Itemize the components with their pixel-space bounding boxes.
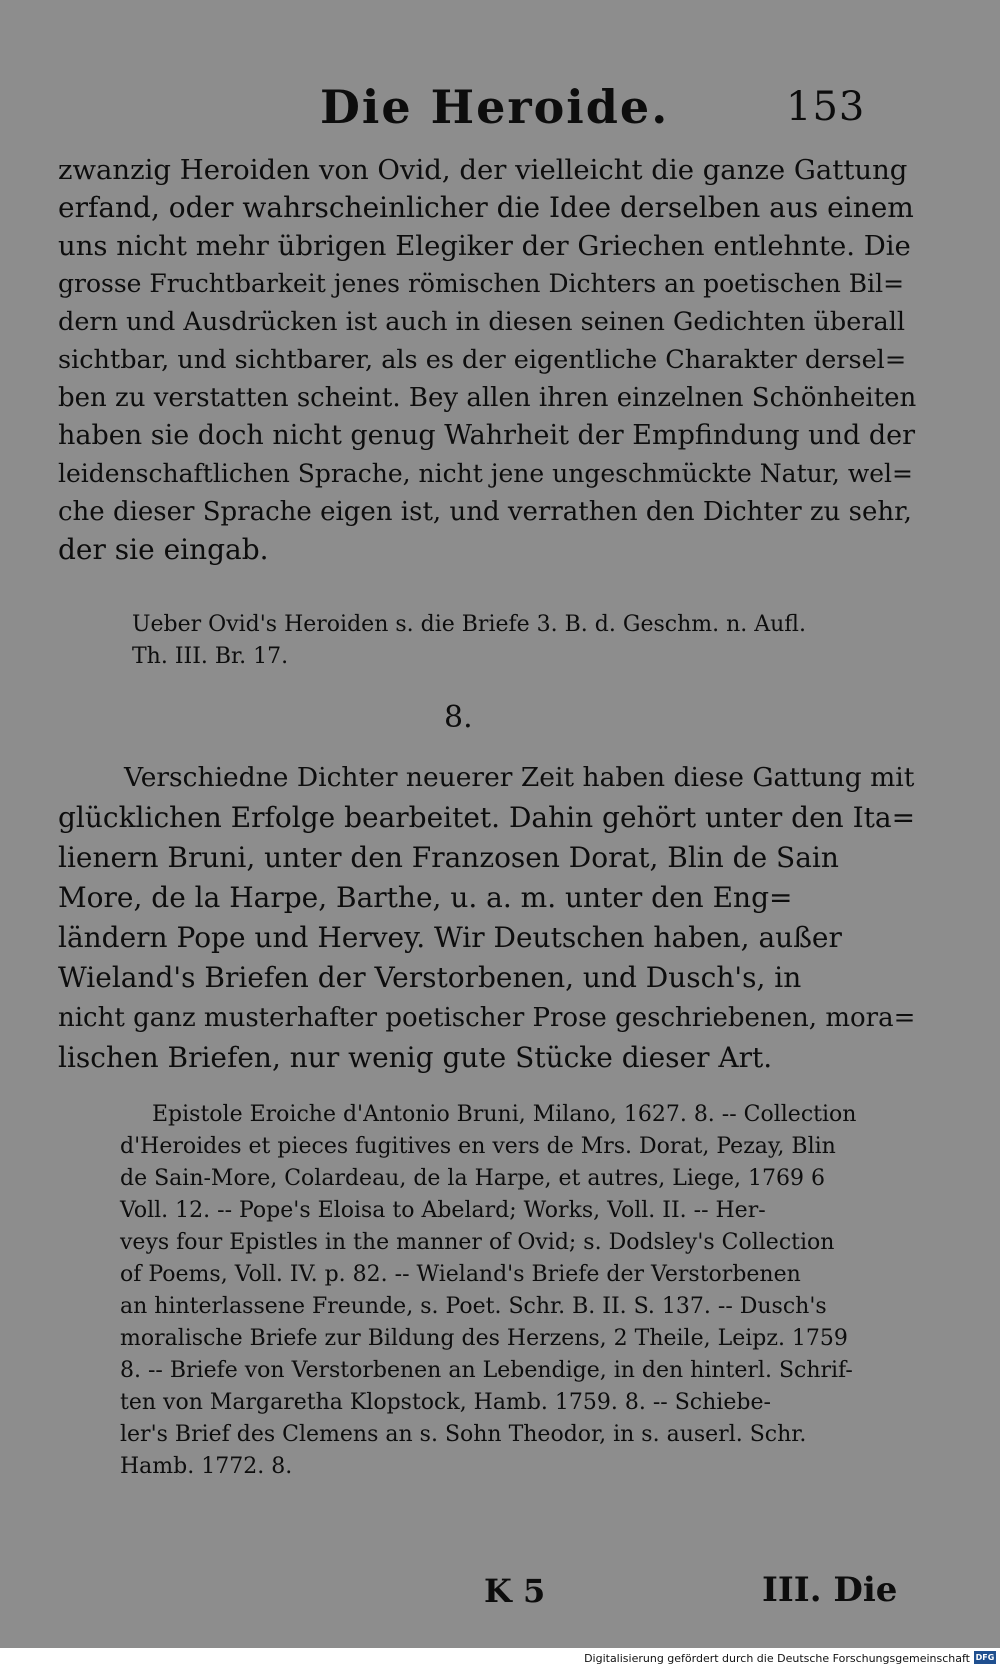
catchword: III. Die <box>762 1570 898 1610</box>
paragraph1-line: leidenschaftlichen Sprache, nicht jene ungeschmückte Natur, wel= <box>58 459 913 488</box>
paragraph2-line: lienern Bruni, unter den Franzosen Dorat, Blin de Sain <box>58 841 839 874</box>
paragraph1-line: haben sie doch nicht genug Wahrheit der Empfindung und der <box>58 420 915 451</box>
running-header-title: Die Heroide. <box>320 80 670 134</box>
paragraph1-line: grosse Fruchtbarkeit jenes römischen Dichters an poetischen Bil= <box>58 269 905 298</box>
footnote-line: Hamb. 1772. 8. <box>120 1454 293 1479</box>
footnote-line: moralische Briefe zur Bildung des Herzens, 2 Theile, Leipz. 1759 <box>120 1326 848 1351</box>
footer-credit: Digitalisierung gefördert durch die Deutsche Forschungsgemeinschaft <box>584 1652 970 1665</box>
digitization-footer <box>0 1648 1000 1668</box>
paragraph1-line: uns nicht mehr übrigen Elegiker der Griechen entlehnte. Die <box>58 230 911 262</box>
footnote-line: Th. III. Br. 17. <box>132 644 289 669</box>
dfg-logo-icon: DFG <box>975 1653 995 1662</box>
page-number: 153 <box>786 84 866 130</box>
paragraph2-line: Wieland's Briefen der Verstorbenen, und Dusch's, in <box>58 961 802 994</box>
footnote-line: 8. -- Briefe von Verstorbenen an Lebendige, in den hinterl. Schrif- <box>120 1358 853 1383</box>
footnote-line: de Sain-More, Colardeau, de la Harpe, et autres, Liege, 1769 6 <box>120 1166 826 1191</box>
paragraph1-line: der sie eingab. <box>58 533 269 566</box>
paragraph1-line: che dieser Sprache eigen ist, und verrathen den Dichter zu sehr, <box>58 497 912 527</box>
footnote-line: an hinterlassene Freunde, s. Poet. Schr. B. II. S. 137. -- Dusch's <box>120 1294 827 1319</box>
footnote-line: Voll. 12. -- Pope's Eloisa to Abelard; Works, Voll. II. -- Her- <box>120 1198 766 1223</box>
footnote-line: ler's Brief des Clemens an s. Sohn Theodor, in s. auserl. Schr. <box>120 1422 807 1447</box>
footnote-line: of Poems, Voll. IV. p. 82. -- Wieland's Briefe der Verstorbenen <box>120 1262 801 1287</box>
paragraph2-line: glücklichen Erfolge bearbeitet. Dahin gehört unter den Ita= <box>58 801 916 834</box>
section-number: 8. <box>444 700 473 735</box>
paragraph2-line: nicht ganz musterhafter poetischer Prose geschriebenen, mora= <box>58 1003 916 1033</box>
paragraph2-line: lischen Briefen, nur wenig gute Stücke dieser Art. <box>58 1041 773 1074</box>
paragraph1-line: sichtbar, und sichtbarer, als es der eigentliche Charakter dersel= <box>58 345 907 375</box>
footnote-line: ten von Margaretha Klopstock, Hamb. 1759. 8. -- Schiebe- <box>120 1390 771 1415</box>
paragraph1-line: erfand, oder wahrscheinlicher die Idee derselben aus einem <box>58 191 914 224</box>
footnote-line: d'Heroides et pieces fugitives en vers de Mrs. Dorat, Pezay, Blin <box>120 1134 836 1159</box>
paragraph1-line: dern und Ausdrücken ist auch in diesen seinen Gedichten überall <box>58 307 906 337</box>
signature-mark: K 5 <box>484 1572 546 1610</box>
paragraph2-line: Verschiedne Dichter neuerer Zeit haben diese Gattung mit <box>124 762 915 793</box>
footnote-line: Epistole Eroiche d'Antonio Bruni, Milano, 1627. 8. -- Collection <box>152 1102 857 1127</box>
paragraph1-line: zwanzig Heroiden von Ovid, der vielleicht die ganze Gattung <box>58 154 908 186</box>
footnote-line: Ueber Ovid's Heroiden s. die Briefe 3. B. d. Geschm. n. Aufl. <box>132 612 806 637</box>
paragraph2-line: ländern Pope und Hervey. Wir Deutschen haben, außer <box>58 921 842 954</box>
paragraph1-line: ben zu verstatten scheint. Bey allen ihren einzelnen Schönheiten <box>58 383 917 413</box>
footnote-line: veys four Epistles in the manner of Ovid; s. Dodsley's Collection <box>120 1230 835 1255</box>
paragraph2-line: More, de la Harpe, Barthe, u. a. m. unter den Eng= <box>58 881 793 914</box>
